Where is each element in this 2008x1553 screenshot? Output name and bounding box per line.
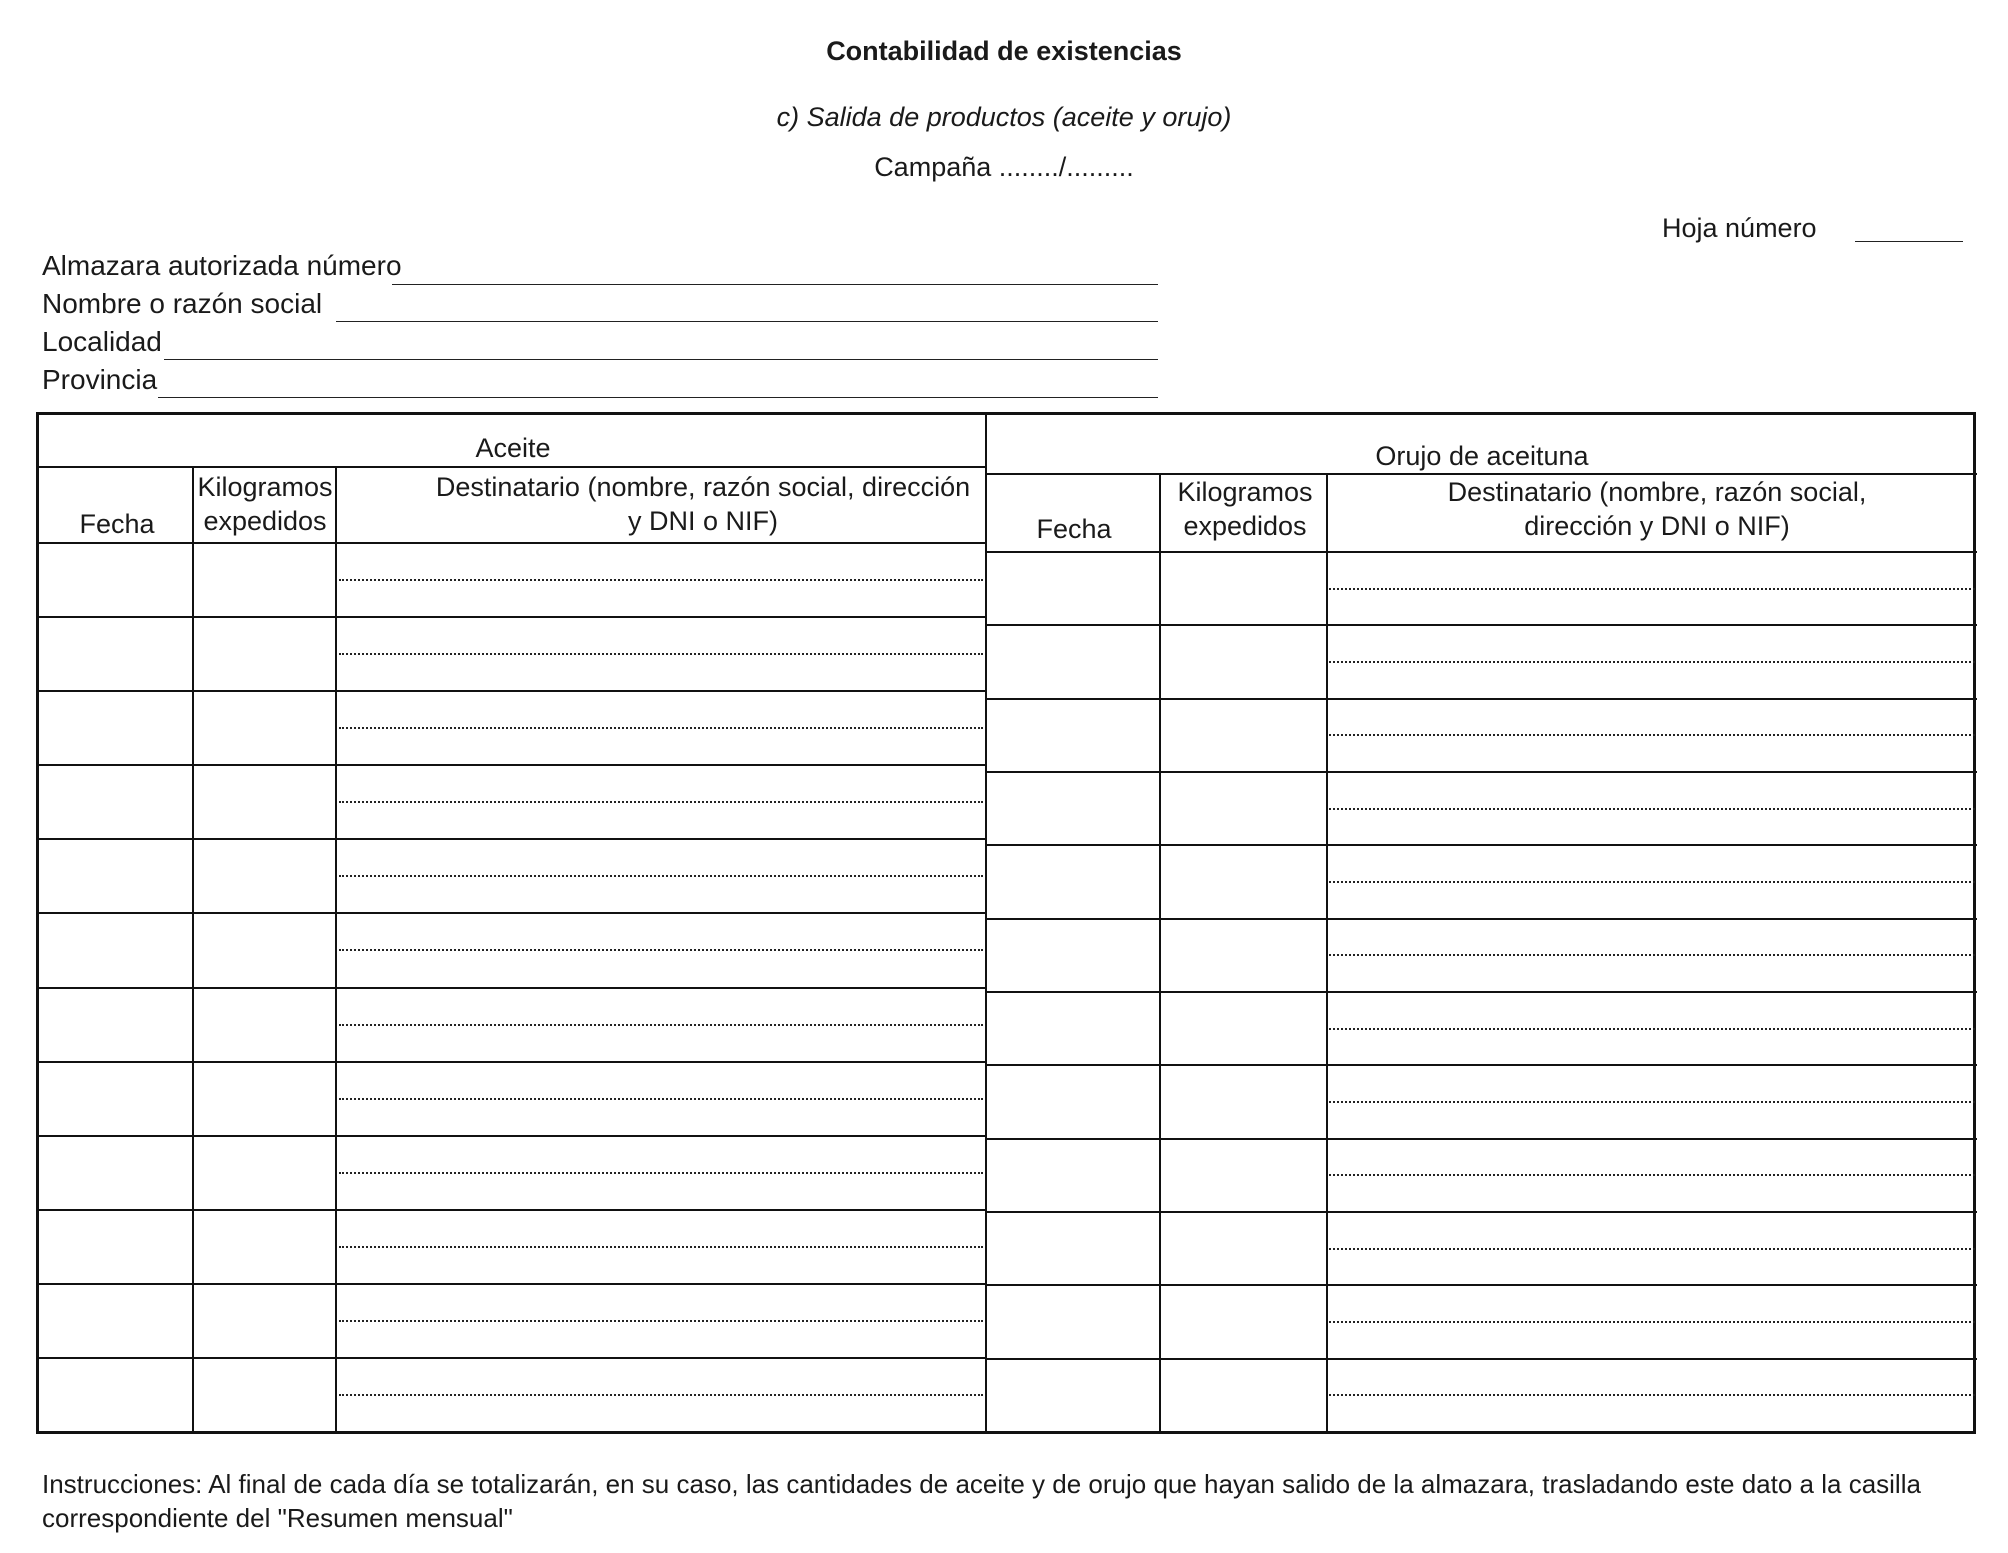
pomace-date-cell[interactable] <box>987 771 1159 844</box>
pomace-kg-cell[interactable] <box>1161 991 1326 1064</box>
oil-kg-cell[interactable] <box>194 1135 335 1209</box>
pomace-recipient-cell[interactable] <box>1328 1064 1974 1137</box>
pomace-kg-header: Kilogramos expedidos <box>1177 477 1313 541</box>
oil-recipient-cell[interactable] <box>337 1209 985 1283</box>
oil-kg-cell[interactable] <box>194 690 335 764</box>
pomace-kg-cell[interactable] <box>1161 624 1326 697</box>
oil-kg-cell[interactable] <box>194 987 335 1061</box>
oil-recipient-cell[interactable] <box>337 912 985 986</box>
oil-kg-cell[interactable] <box>194 1061 335 1135</box>
oil-kg-cell[interactable] <box>194 1357 335 1431</box>
pomace-kg-cell[interactable] <box>1161 1064 1326 1137</box>
oil-date-cell[interactable] <box>39 1135 192 1209</box>
oil-date-cell[interactable] <box>39 912 192 986</box>
document-subtitle: c) Salida de productos (aceite y orujo) <box>776 102 1232 132</box>
pomace-recipient-cell[interactable] <box>1328 991 1974 1064</box>
pomace-recipient-cell[interactable] <box>1328 551 1974 624</box>
pomace-recipient-header: Destinatario (nombre, razón social, dirección y DNI o NIF) <box>1447 477 1867 541</box>
oil-recipient-cell[interactable] <box>337 690 985 764</box>
pomace-date-cell[interactable] <box>987 991 1159 1064</box>
oil-date-cell[interactable] <box>39 542 192 616</box>
pomace-kg-cell[interactable] <box>1161 551 1326 624</box>
pomace-recipient-cell[interactable] <box>1328 698 1974 771</box>
pomace-date-cell[interactable] <box>987 1358 1159 1431</box>
province-field[interactable] <box>158 397 1158 398</box>
pomace-date-cell[interactable] <box>987 1138 1159 1211</box>
pomace-kg-cell[interactable] <box>1161 1138 1326 1211</box>
oil-recipient-cell[interactable] <box>337 1061 985 1135</box>
oil-recipient-cell[interactable] <box>337 616 985 690</box>
pomace-kg-cell[interactable] <box>1161 1358 1326 1431</box>
campaign-field[interactable]: Campaña ......../......... <box>874 152 1134 182</box>
pomace-recipient-cell[interactable] <box>1328 1211 1974 1284</box>
shipments-table <box>36 412 1976 1434</box>
pomace-recipient-cell[interactable] <box>1328 771 1974 844</box>
oil-date-cell[interactable] <box>39 764 192 838</box>
section-title-pomace: Orujo de aceituna <box>1375 441 1589 471</box>
pomace-recipient-cell[interactable] <box>1328 1358 1974 1431</box>
oil-recipient-cell[interactable] <box>337 987 985 1061</box>
section-title-oil: Aceite <box>475 433 551 463</box>
pomace-kg-cell[interactable] <box>1161 698 1326 771</box>
oil-recipient-cell[interactable] <box>337 838 985 912</box>
oil-kg-cell[interactable] <box>194 1209 335 1283</box>
mill-number-label: Almazara autorizada número <box>42 250 402 281</box>
pomace-kg-cell[interactable] <box>1161 918 1326 991</box>
oil-kg-cell[interactable] <box>194 616 335 690</box>
oil-date-cell[interactable] <box>39 1283 192 1357</box>
locality-label: Localidad <box>42 326 162 357</box>
oil-date-cell[interactable] <box>39 1061 192 1135</box>
oil-recipient-cell[interactable] <box>337 1357 985 1431</box>
pomace-kg-cell[interactable] <box>1161 1284 1326 1357</box>
oil-kg-cell[interactable] <box>194 838 335 912</box>
pomace-recipient-cell[interactable] <box>1328 624 1974 697</box>
oil-recipient-cell[interactable] <box>337 542 985 616</box>
oil-recipient-cell[interactable] <box>337 764 985 838</box>
oil-date-cell[interactable] <box>39 838 192 912</box>
pomace-date-cell[interactable] <box>987 1284 1159 1357</box>
oil-kg-cell[interactable] <box>194 542 335 616</box>
oil-kg-cell[interactable] <box>194 1283 335 1357</box>
oil-date-cell[interactable] <box>39 1357 192 1431</box>
oil-recipient-cell[interactable] <box>337 1135 985 1209</box>
province-label: Provincia <box>42 364 158 395</box>
section-divider-pomace <box>987 473 1977 475</box>
oil-date-cell[interactable] <box>39 987 192 1061</box>
mill-number-field[interactable] <box>392 284 1158 285</box>
oil-date-cell[interactable] <box>39 616 192 690</box>
pomace-date-cell[interactable] <box>987 918 1159 991</box>
oil-kg-cell[interactable] <box>194 764 335 838</box>
oil-date-header: Fecha <box>79 509 155 539</box>
pomace-date-cell[interactable] <box>987 844 1159 917</box>
instructions-text: Instrucciones: Al final de cada día se totalizarán, en su caso, las cantidades de aceite y de orujo que hayan salido de la almazara, trasladando este dato a la casilla correspondiente del "Resumen mensual" <box>42 1469 1921 1533</box>
company-name-label: Nombre o razón social <box>42 288 323 319</box>
oil-kg-cell[interactable] <box>194 912 335 986</box>
oil-date-cell[interactable] <box>39 1209 192 1283</box>
pomace-recipient-cell[interactable] <box>1328 918 1974 991</box>
pomace-recipient-cell[interactable] <box>1328 1284 1974 1357</box>
oil-kg-header: Kilogramos expedidos <box>197 472 333 536</box>
pomace-kg-cell[interactable] <box>1161 844 1326 917</box>
company-name-field[interactable] <box>336 321 1158 322</box>
pomace-date-cell[interactable] <box>987 551 1159 624</box>
pomace-date-cell[interactable] <box>987 1211 1159 1284</box>
pomace-recipient-cell[interactable] <box>1328 1138 1974 1211</box>
oil-recipient-header: Destinatario (nombre, razón social, dirección y DNI o NIF) <box>435 472 971 536</box>
sheet-number-label: Hoja número <box>1662 213 1817 243</box>
document-title: Contabilidad de existencias <box>826 36 1182 66</box>
sheet-number-field[interactable] <box>1855 241 1963 242</box>
locality-field[interactable] <box>164 359 1158 360</box>
oil-date-cell[interactable] <box>39 690 192 764</box>
pomace-date-header: Fecha <box>1036 514 1112 544</box>
pomace-kg-cell[interactable] <box>1161 771 1326 844</box>
pomace-date-cell[interactable] <box>987 1064 1159 1137</box>
pomace-recipient-cell[interactable] <box>1328 844 1974 917</box>
oil-recipient-cell[interactable] <box>337 1283 985 1357</box>
section-divider-oil <box>39 466 987 468</box>
pomace-kg-cell[interactable] <box>1161 1211 1326 1284</box>
pomace-date-cell[interactable] <box>987 698 1159 771</box>
pomace-date-cell[interactable] <box>987 624 1159 697</box>
